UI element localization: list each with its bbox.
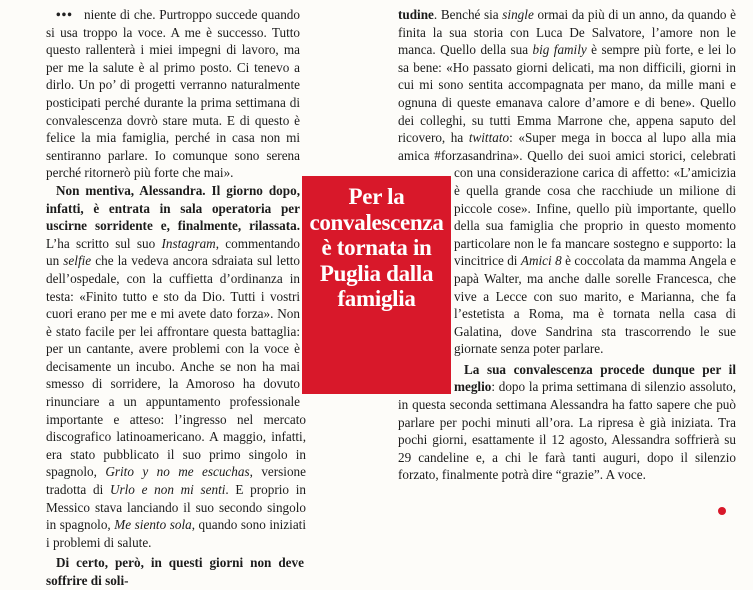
- headline-line: Puglia dalla: [319, 260, 434, 286]
- paragraph-3: Di certo, però, in questi giorni non deve soffrire di soli-: [46, 555, 304, 588]
- bullet-marker: •••: [56, 7, 73, 22]
- song-title-3: Me siento sola: [114, 517, 192, 533]
- headline-line: Per la: [348, 184, 405, 209]
- wrap-spacer-right: [398, 174, 454, 394]
- paragraph-1-text: niente di che. Purtroppo succede quando si usa troppo la voce. A me è successo. Tutto questo rallenterà i miei impegni di lavoro, ma per me la salute è al primo posto. Ci tenevo a dirlo. Un po’ di progetti verranno naturalmente posticipati perché durante la prima settimana di convalescenza dovrò stare muta. E di questo è felice la mia famiglia, perché in casa non mi sentiranno parlare. Io comunque sono serena perché ritornerò più forte che mai».: [46, 7, 300, 181]
- paragraph-2: [46, 182, 306, 551]
- paragraph-2-text-b: , commentando un: [46, 235, 300, 269]
- paragraph-2-text-c: che la vedeva ancora sdraiata sul letto dell’ospedale, con la cuffietta d’ordinanza in testa: «Finito tutto e sto da Dio. Tutti i vostri cuori erano per me e mi avete dato forza». Non è stato facile per lei affrontare questa battaglia: per un cantante, avere problemi con la voce è decisamente un incubo. Anche se non ha mai smesso di sorridere, la Amoroso ha dovuto rinunciare a un appuntamento professionale importante e atteso: l’ingresso nel mercato discografico latinoamericano. A maggio, infatti, era stato pubblicato il suo primo singolo in spagnolo,: [46, 253, 306, 480]
- headline-line: famiglia: [337, 286, 416, 311]
- song-title-2: Urlo e non mi senti: [109, 482, 226, 498]
- paragraph-2-lead: Non mentiva, Alessandra. Il giorno dopo, infatti, è entrata in sala operatoria per uscirne sorridente e, finalmente, rilassata.: [46, 182, 300, 234]
- paragraph-5-text: : dopo la prima settimana di silenzio assoluto, in questa seconda settimana Alessandra ha fatto sapere che può parlare per pochi minuti all’ora. La ripresa è già iniziata. Tra pochi giorni, esattamente il 12 agosto, Alessandra soffrierà su 29 candeline e, a chi le farà tanti auguri, dopo il silenzio forzato, finalmente potrà dire “grazie”. A voce.: [398, 379, 736, 483]
- headline-line: è tornata in: [321, 235, 432, 260]
- paragraph-2-text-a: L’ha scritto sul suo: [46, 235, 162, 251]
- headline-line: convalescenza: [309, 209, 444, 235]
- paragraph-2-text-d: , versione tradotta di: [46, 464, 306, 498]
- paragraph-4-text-c: è sempre più forte, e lei lo sa bene: «Ho passato giorni delicati, ma non difficili, giorni in cui mi sono sentita accompagnata per mano, da mille mani e ognuna di queste emanava calore d’amore e di bene». Quello dei colleghi, su tutti Emma Marrone che, appena saputo del ricovero, ha: [398, 42, 736, 146]
- song-title-1: Grito y no me escuchas: [105, 464, 250, 480]
- instagram-mention: Instagram: [161, 235, 216, 251]
- single-mention: single: [502, 7, 534, 22]
- article-column-right: [398, 6, 736, 484]
- article-column-left: [46, 6, 304, 590]
- paragraph-4-text-a: . Benché sia: [433, 7, 503, 22]
- paragraph-2-text-e: . E proprio in Messico stava lanciando il suo secondo singolo in spagnolo,: [46, 482, 306, 533]
- paragraph-4-text-e: è coccolata da mamma Angela e papà Walter, ma anche dalle sorelle Francesca, che vive a Lecce con suo marito, e Marianna, che fa l’estetista a Roma, ma è tornata nella casa di Galatina, dove Sandrina sta trascorrendo le sue giornate senza poter parlare.: [454, 253, 736, 357]
- big-family-mention: big family: [532, 42, 587, 58]
- paragraph-1: [46, 6, 304, 182]
- paragraph-2-text-f: , quando sono iniziati i problemi di salute.: [46, 517, 306, 550]
- end-of-article-dot: [718, 507, 726, 515]
- paragraph-4-lead: tudine: [398, 7, 434, 22]
- twittato-mention: twittato: [468, 130, 510, 146]
- paragraph-4-text-d: : «Super mega in bocca al lupo alla mia amica #forzasandrina». Quello dei suoi amici storici, celebrati con una considerazione carica di affetto: «L’amicizia è quella grande cosa che racchiude un milione di piccole cose». Infine, quello più importante, quello della sua famiglia che proprio in questo momento particolare non le fa mancare sostegno e supporto: la vincitrice di: [398, 130, 736, 269]
- paragraph-4-text-b: ormai da più di un anno, da quando è finita la sua storia con Luca De Salvatore, l’amore non le manca. Quello della sua: [398, 7, 736, 58]
- paragraph-5-lead: La sua convalescenza procede dunque per il meglio: [454, 361, 736, 395]
- amici-mention: Amici 8: [520, 253, 562, 269]
- selfie-mention: selfie: [63, 253, 92, 269]
